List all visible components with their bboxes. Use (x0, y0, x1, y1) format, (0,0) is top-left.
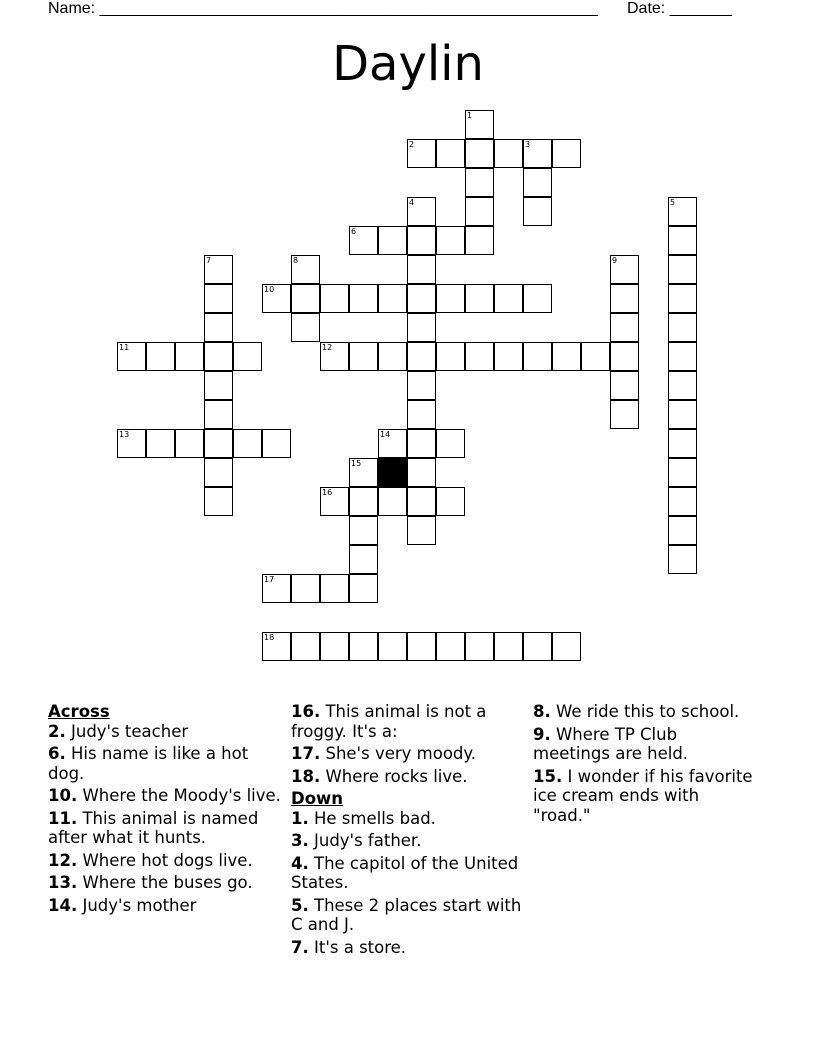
grid-cell[interactable] (204, 313, 233, 342)
grid-cell[interactable] (668, 197, 697, 226)
name-field-label: Name: ________________________________________________________ (48, 0, 598, 17)
clue-item (48, 873, 284, 893)
clue-item (533, 767, 755, 826)
grid-cell[interactable] (291, 632, 320, 661)
grid-cell[interactable] (262, 429, 291, 458)
clue-number: 9 (612, 256, 618, 265)
date-field-label: Date: _______ (627, 0, 732, 17)
grid-cell[interactable] (523, 632, 552, 661)
clue-item-text: These 2 places start with C and J. (291, 895, 522, 934)
grid-cell[interactable] (465, 197, 494, 226)
clue-item-number: 9. (533, 724, 551, 744)
clue-item-number: 15. (533, 766, 563, 786)
grid-cell[interactable] (349, 226, 378, 255)
clue-item (291, 831, 527, 851)
clue-heading: Down (291, 789, 344, 808)
clue-number: 12 (322, 343, 333, 352)
clue-item-number: 13. (48, 873, 78, 892)
grid-cell[interactable] (262, 574, 291, 603)
clue-number: 4 (409, 198, 415, 207)
clue-item-text: I wonder if his favorite ice cream ends with "road." (533, 766, 753, 825)
grid-cell[interactable] (291, 313, 320, 342)
grid-cell[interactable] (291, 255, 320, 284)
grid-cell[interactable] (407, 458, 436, 487)
grid-cell[interactable] (668, 226, 697, 255)
clue-column-3 (533, 702, 755, 828)
grid-cell[interactable] (117, 429, 146, 458)
clue-item (533, 702, 755, 722)
black-cell (378, 458, 407, 487)
clue-item-text: Judy's teacher (65, 721, 189, 741)
grid-cell[interactable] (552, 139, 581, 168)
grid-cell[interactable] (407, 255, 436, 284)
grid-cell[interactable] (494, 139, 523, 168)
grid-cell[interactable] (204, 429, 233, 458)
clue-item-text: Judy's father. (308, 831, 422, 850)
grid-cell[interactable] (407, 632, 436, 661)
grid-cell[interactable] (320, 487, 349, 516)
grid-cell[interactable] (465, 632, 494, 661)
clue-item-text: He smells bad. (308, 808, 436, 828)
grid-cell[interactable] (407, 371, 436, 400)
grid-cell[interactable] (204, 371, 233, 400)
grid-cell[interactable] (523, 197, 552, 226)
clue-number: 10 (264, 285, 275, 294)
grid-cell[interactable] (349, 458, 378, 487)
clue-item-number: 1. (291, 808, 309, 828)
grid-cell[interactable] (465, 110, 494, 139)
grid-cell[interactable] (407, 487, 436, 516)
grid-cell[interactable] (407, 429, 436, 458)
clue-item-text: Where the Moody's live. (77, 786, 281, 805)
grid-cell[interactable] (378, 487, 407, 516)
clue-item-text: Where TP Club meetings are held. (533, 724, 689, 763)
clue-number: 15 (351, 459, 362, 468)
clue-number: 14 (380, 430, 391, 439)
grid-cell[interactable] (523, 139, 552, 168)
clue-item (291, 938, 527, 958)
grid-cell[interactable] (436, 487, 465, 516)
grid-cell[interactable] (146, 342, 175, 371)
clue-item-text: Where the buses go. (77, 873, 253, 892)
grid-cell[interactable] (204, 284, 233, 313)
grid-cell[interactable] (668, 516, 697, 545)
grid-cell[interactable] (175, 429, 204, 458)
grid-cell[interactable] (117, 342, 146, 371)
grid-cell[interactable] (465, 139, 494, 168)
grid-cell[interactable] (349, 545, 378, 574)
grid-cell[interactable] (668, 545, 697, 574)
grid-cell[interactable] (175, 342, 204, 371)
clue-item-number: 16. (291, 702, 321, 721)
clue-item-number: 6. (48, 744, 66, 763)
clue-item-number: 2. (48, 721, 66, 741)
grid-cell[interactable] (610, 400, 639, 429)
clue-number: 3 (525, 140, 531, 149)
clue-item (48, 851, 284, 871)
clue-item-number: 4. (291, 853, 309, 873)
grid-cell[interactable] (146, 429, 175, 458)
clue-item (291, 767, 527, 787)
grid-cell[interactable] (494, 342, 523, 371)
grid-cell[interactable] (291, 574, 320, 603)
grid-cell[interactable] (436, 342, 465, 371)
clue-item (291, 702, 527, 741)
grid-cell[interactable] (668, 458, 697, 487)
grid-cell[interactable] (291, 284, 320, 313)
grid-cell[interactable] (668, 487, 697, 516)
grid-cell[interactable] (552, 632, 581, 661)
clue-item (291, 744, 527, 764)
clue-number: 18 (264, 633, 275, 642)
grid-cell[interactable] (407, 400, 436, 429)
clue-item-number: 18. (291, 766, 321, 786)
grid-cell[interactable] (436, 139, 465, 168)
clue-item-text: She's very moody. (320, 744, 477, 763)
grid-cell[interactable] (407, 139, 436, 168)
clue-item-number: 10. (48, 786, 78, 805)
clue-number: 11 (119, 343, 130, 352)
clue-item-text: This animal is named after what it hunts. (48, 808, 259, 847)
clue-item-text: This animal is not a froggy. It's a: (291, 702, 487, 741)
clue-item-text: Where rocks live. (320, 766, 468, 786)
grid-cell[interactable] (407, 284, 436, 313)
grid-cell[interactable] (436, 429, 465, 458)
grid-cell[interactable] (378, 632, 407, 661)
grid-cell[interactable] (494, 632, 523, 661)
clue-item-number: 17. (291, 744, 321, 763)
grid-cell[interactable] (378, 429, 407, 458)
grid-cell[interactable] (407, 197, 436, 226)
clue-item-number: 12. (48, 850, 78, 870)
grid-cell[interactable] (668, 371, 697, 400)
clue-item (291, 896, 527, 935)
grid-cell[interactable] (378, 342, 407, 371)
grid-cell[interactable] (668, 342, 697, 371)
clue-item-text: Judy's mother (77, 895, 197, 915)
grid-cell[interactable] (581, 342, 610, 371)
clue-number: 2 (409, 140, 415, 149)
grid-cell[interactable] (407, 342, 436, 371)
grid-cell[interactable] (436, 226, 465, 255)
grid-cell[interactable] (465, 342, 494, 371)
clue-item-number: 5. (291, 895, 309, 915)
grid-cell[interactable] (349, 342, 378, 371)
grid-cell[interactable] (378, 284, 407, 313)
grid-cell[interactable] (436, 284, 465, 313)
grid-cell[interactable] (204, 487, 233, 516)
grid-cell[interactable] (233, 429, 262, 458)
grid-cell[interactable] (436, 632, 465, 661)
clue-number: 5 (670, 198, 676, 207)
grid-cell[interactable] (204, 342, 233, 371)
grid-cell[interactable] (523, 284, 552, 313)
clue-item-number: 7. (291, 937, 309, 957)
clue-item-text: The capitol of the United States. (291, 853, 519, 892)
grid-cell[interactable] (349, 487, 378, 516)
grid-cell[interactable] (494, 284, 523, 313)
grid-cell[interactable] (465, 226, 494, 255)
puzzle-title: Daylin (332, 36, 484, 92)
grid-cell[interactable] (465, 284, 494, 313)
clue-item (291, 809, 527, 829)
grid-cell[interactable] (204, 400, 233, 429)
grid-cell[interactable] (668, 429, 697, 458)
clue-item-text: Where hot dogs live. (77, 850, 253, 870)
clue-column-1 (48, 702, 284, 918)
clue-number: 16 (322, 488, 333, 497)
clue-number: 6 (351, 227, 357, 236)
clue-item-number: 11. (48, 808, 78, 828)
grid-cell[interactable] (523, 342, 552, 371)
grid-cell[interactable] (349, 284, 378, 313)
grid-cell[interactable] (320, 284, 349, 313)
clue-item (533, 725, 755, 764)
grid-cell[interactable] (668, 255, 697, 284)
grid-cell[interactable] (320, 574, 349, 603)
clue-number: 13 (119, 430, 130, 439)
grid-cell[interactable] (465, 168, 494, 197)
clue-item-text: It's a store. (308, 937, 407, 957)
clue-heading: Across (48, 702, 110, 721)
clue-column-2 (291, 702, 527, 960)
grid-cell[interactable] (407, 226, 436, 255)
grid-cell[interactable] (523, 168, 552, 197)
clue-item (48, 786, 284, 806)
grid-cell[interactable] (668, 400, 697, 429)
grid-cell[interactable] (233, 342, 262, 371)
grid-cell[interactable] (610, 284, 639, 313)
grid-cell[interactable] (407, 516, 436, 545)
clue-item (48, 896, 284, 916)
grid-cell[interactable] (204, 255, 233, 284)
clue-item-number: 8. (533, 702, 551, 721)
grid-cell[interactable] (668, 313, 697, 342)
grid-cell[interactable] (610, 255, 639, 284)
grid-cell[interactable] (610, 342, 639, 371)
clue-number: 7 (206, 256, 212, 265)
grid-cell[interactable] (552, 342, 581, 371)
clue-item (48, 722, 284, 742)
grid-cell[interactable] (204, 458, 233, 487)
grid-cell[interactable] (407, 313, 436, 342)
clue-item-number: 3. (291, 831, 309, 850)
grid-cell[interactable] (349, 516, 378, 545)
grid-cell[interactable] (320, 342, 349, 371)
clue-number: 17 (264, 575, 275, 584)
grid-cell[interactable] (668, 284, 697, 313)
clue-number: 8 (293, 256, 299, 265)
clue-number: 1 (467, 111, 473, 120)
grid-cell[interactable] (378, 226, 407, 255)
clue-item-number: 14. (48, 895, 78, 915)
clue-item-text: His name is like a hot dog. (48, 744, 249, 783)
grid-cell[interactable] (262, 632, 291, 661)
grid-cell[interactable] (320, 632, 349, 661)
grid-cell[interactable] (349, 632, 378, 661)
clue-item (48, 744, 284, 783)
clue-item-text: We ride this to school. (550, 702, 740, 721)
grid-cell[interactable] (610, 371, 639, 400)
grid-cell[interactable] (610, 313, 639, 342)
clue-item (48, 809, 284, 848)
grid-cell[interactable] (262, 284, 291, 313)
grid-cell[interactable] (349, 574, 378, 603)
clue-item (291, 854, 527, 893)
